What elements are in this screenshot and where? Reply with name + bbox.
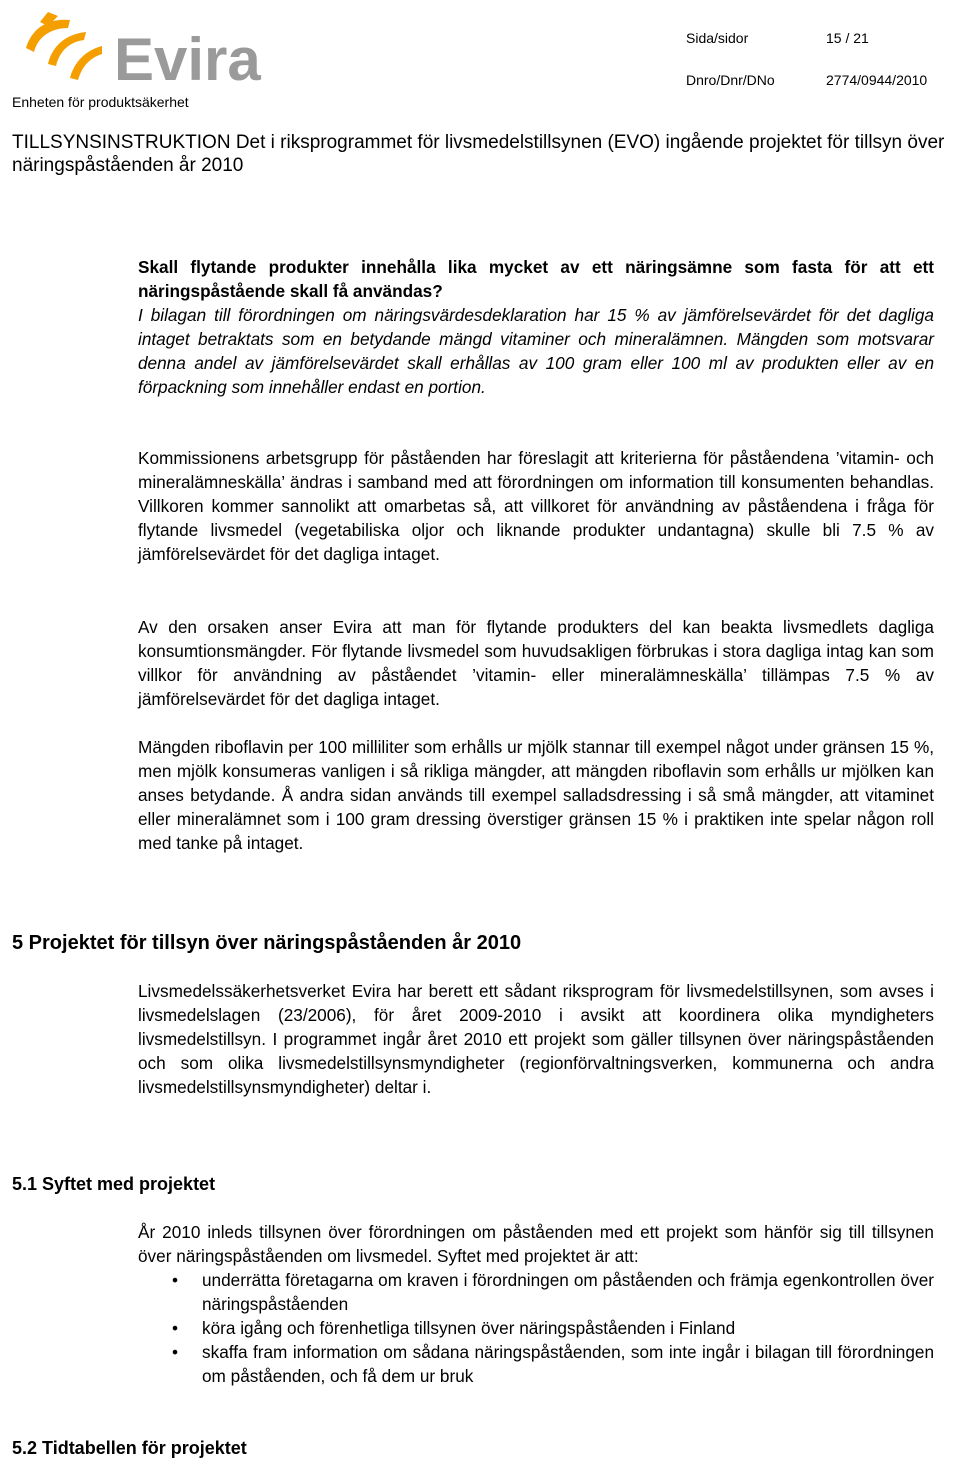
section-5-text: Livsmedelssäkerhetsverket Evira har berett ett sådant riksprogram för livsmedelstillsynen, som avses i livsmedelslagen (23/2006), för året 2009-2010 i avsikt att koordinera olika myndigheters livsmedelstillsyn. I programmet ingår året 2010 ett projekt som gäller tillsynen över näringspåståenden och som olika livsmedelstillsynsmyndigheter (regionförvaltningsverken, kommunerna och andra livsmedelstillsynsmyndigheter) deltar i. [138, 981, 934, 1098]
section-5-heading: 5 Projektet för tillsyn över näringspåståenden år 2010 [12, 932, 522, 954]
list-item: • underrätta företagarna om kraven i förordningen om påståenden och främja egenkontrollen över näringspåståenden [202, 1268, 934, 1316]
section-5-2-heading: 5.2 Tidtabellen för projektet [12, 1438, 247, 1458]
qa-answer: I bilagan till förordningen om näringsvärdesdeklaration har 15 % av jämförelsevärdet för det dagliga intaget betraktats som en betydande mängd vitaminer och mineralämnen. Mängden som motsvarar denna andel av jämförelsevärdet skall erhållas av 100 gram eller 100 ml av produkten eller av en förpackning som innehåller endast en portion. [138, 305, 934, 398]
list-item: • köra igång och förenhetliga tillsynen över näringspåståenden i Finland [202, 1316, 934, 1340]
page-label: Sida/sidor [686, 30, 749, 46]
paragraph: Kommissionens arbetsgrupp för påståenden har föreslagit att kriterierna för påståendena ’vitamin- och mineralämneskälla’ ändras i samband med att förordningen om information till konsumenten behandlas. Villkoren kommer sannolikt att omarbetas så, att villkoret för användning av påståendena i fråga för flytande livsmedel (vegetabiliska oljor och liknande produkter undantagna) skulle bli 7.5 % av jämförelsevärdet för det dagliga intaget. [138, 448, 934, 565]
section-5-1-text: År 2010 inleds tillsynen över förordningen om påståenden med ett projekt som hänför sig till tillsynen över näringspåståenden om livsmedel. Syftet med projektet är att: [138, 1222, 934, 1267]
sun-rays-icon [26, 12, 102, 80]
evira-logo [18, 8, 278, 88]
paragraph: Av den orsaken anser Evira att man för flytande produkters del kan beakta livsmedlets dagliga konsumtionsmängder. För flytande livsmedel som huvudsakligen förbrukas i stora dagliga intag kan som villkor för användning av påståendet ’vitamin- eller mineralämneskälla’ tillämpas 7.5 % av jämförelsevärdet för det dagliga intaget. [138, 617, 934, 710]
objectives-list [202, 1268, 934, 1388]
document-title: TILLSYNSINSTRUKTION Det i riksprogrammet för livsmedelstillsynen (EVO) ingående projektet för tillsyn över näringspåståenden år 2010 [12, 132, 945, 176]
logo-text: Evira [114, 26, 261, 88]
paragraph: Mängden riboflavin per 100 milliliter som erhålls ur mjölk stannar till exempel något under gränsen 15 %, men mjölk konsumeras vanligen i så rikliga mängder, att mängden riboflavin som erhålls ur mjölken kan anses betydande. Å andra sidan används till exempel salladsdressing i så små mängder, att vitaminet eller mineralämnet som i 100 gram dressing överstiger gränsen 15 % i praktiken inte spelar någon roll med tanke på intaget. [138, 737, 934, 854]
dnro-value: 2774/0944/2010 [826, 72, 928, 88]
page-value: 15 / 21 [826, 30, 869, 46]
unit-name: Enheten för produktsäkerhet [12, 94, 189, 110]
list-item: • skaffa fram information om sådana näringspåståenden, som inte ingår i bilagan till förordningen om påståenden, och få dem ur bruk [202, 1340, 934, 1388]
qa-block [138, 255, 934, 400]
qa-question: Skall flytande produkter innehålla lika mycket av ett näringsämne som fasta för att ett näringspåstående skall få användas? [138, 257, 934, 302]
dnro-label: Dnro/Dnr/DNo [686, 72, 775, 88]
section-5-1-heading: 5.1 Syftet med projektet [12, 1174, 216, 1194]
